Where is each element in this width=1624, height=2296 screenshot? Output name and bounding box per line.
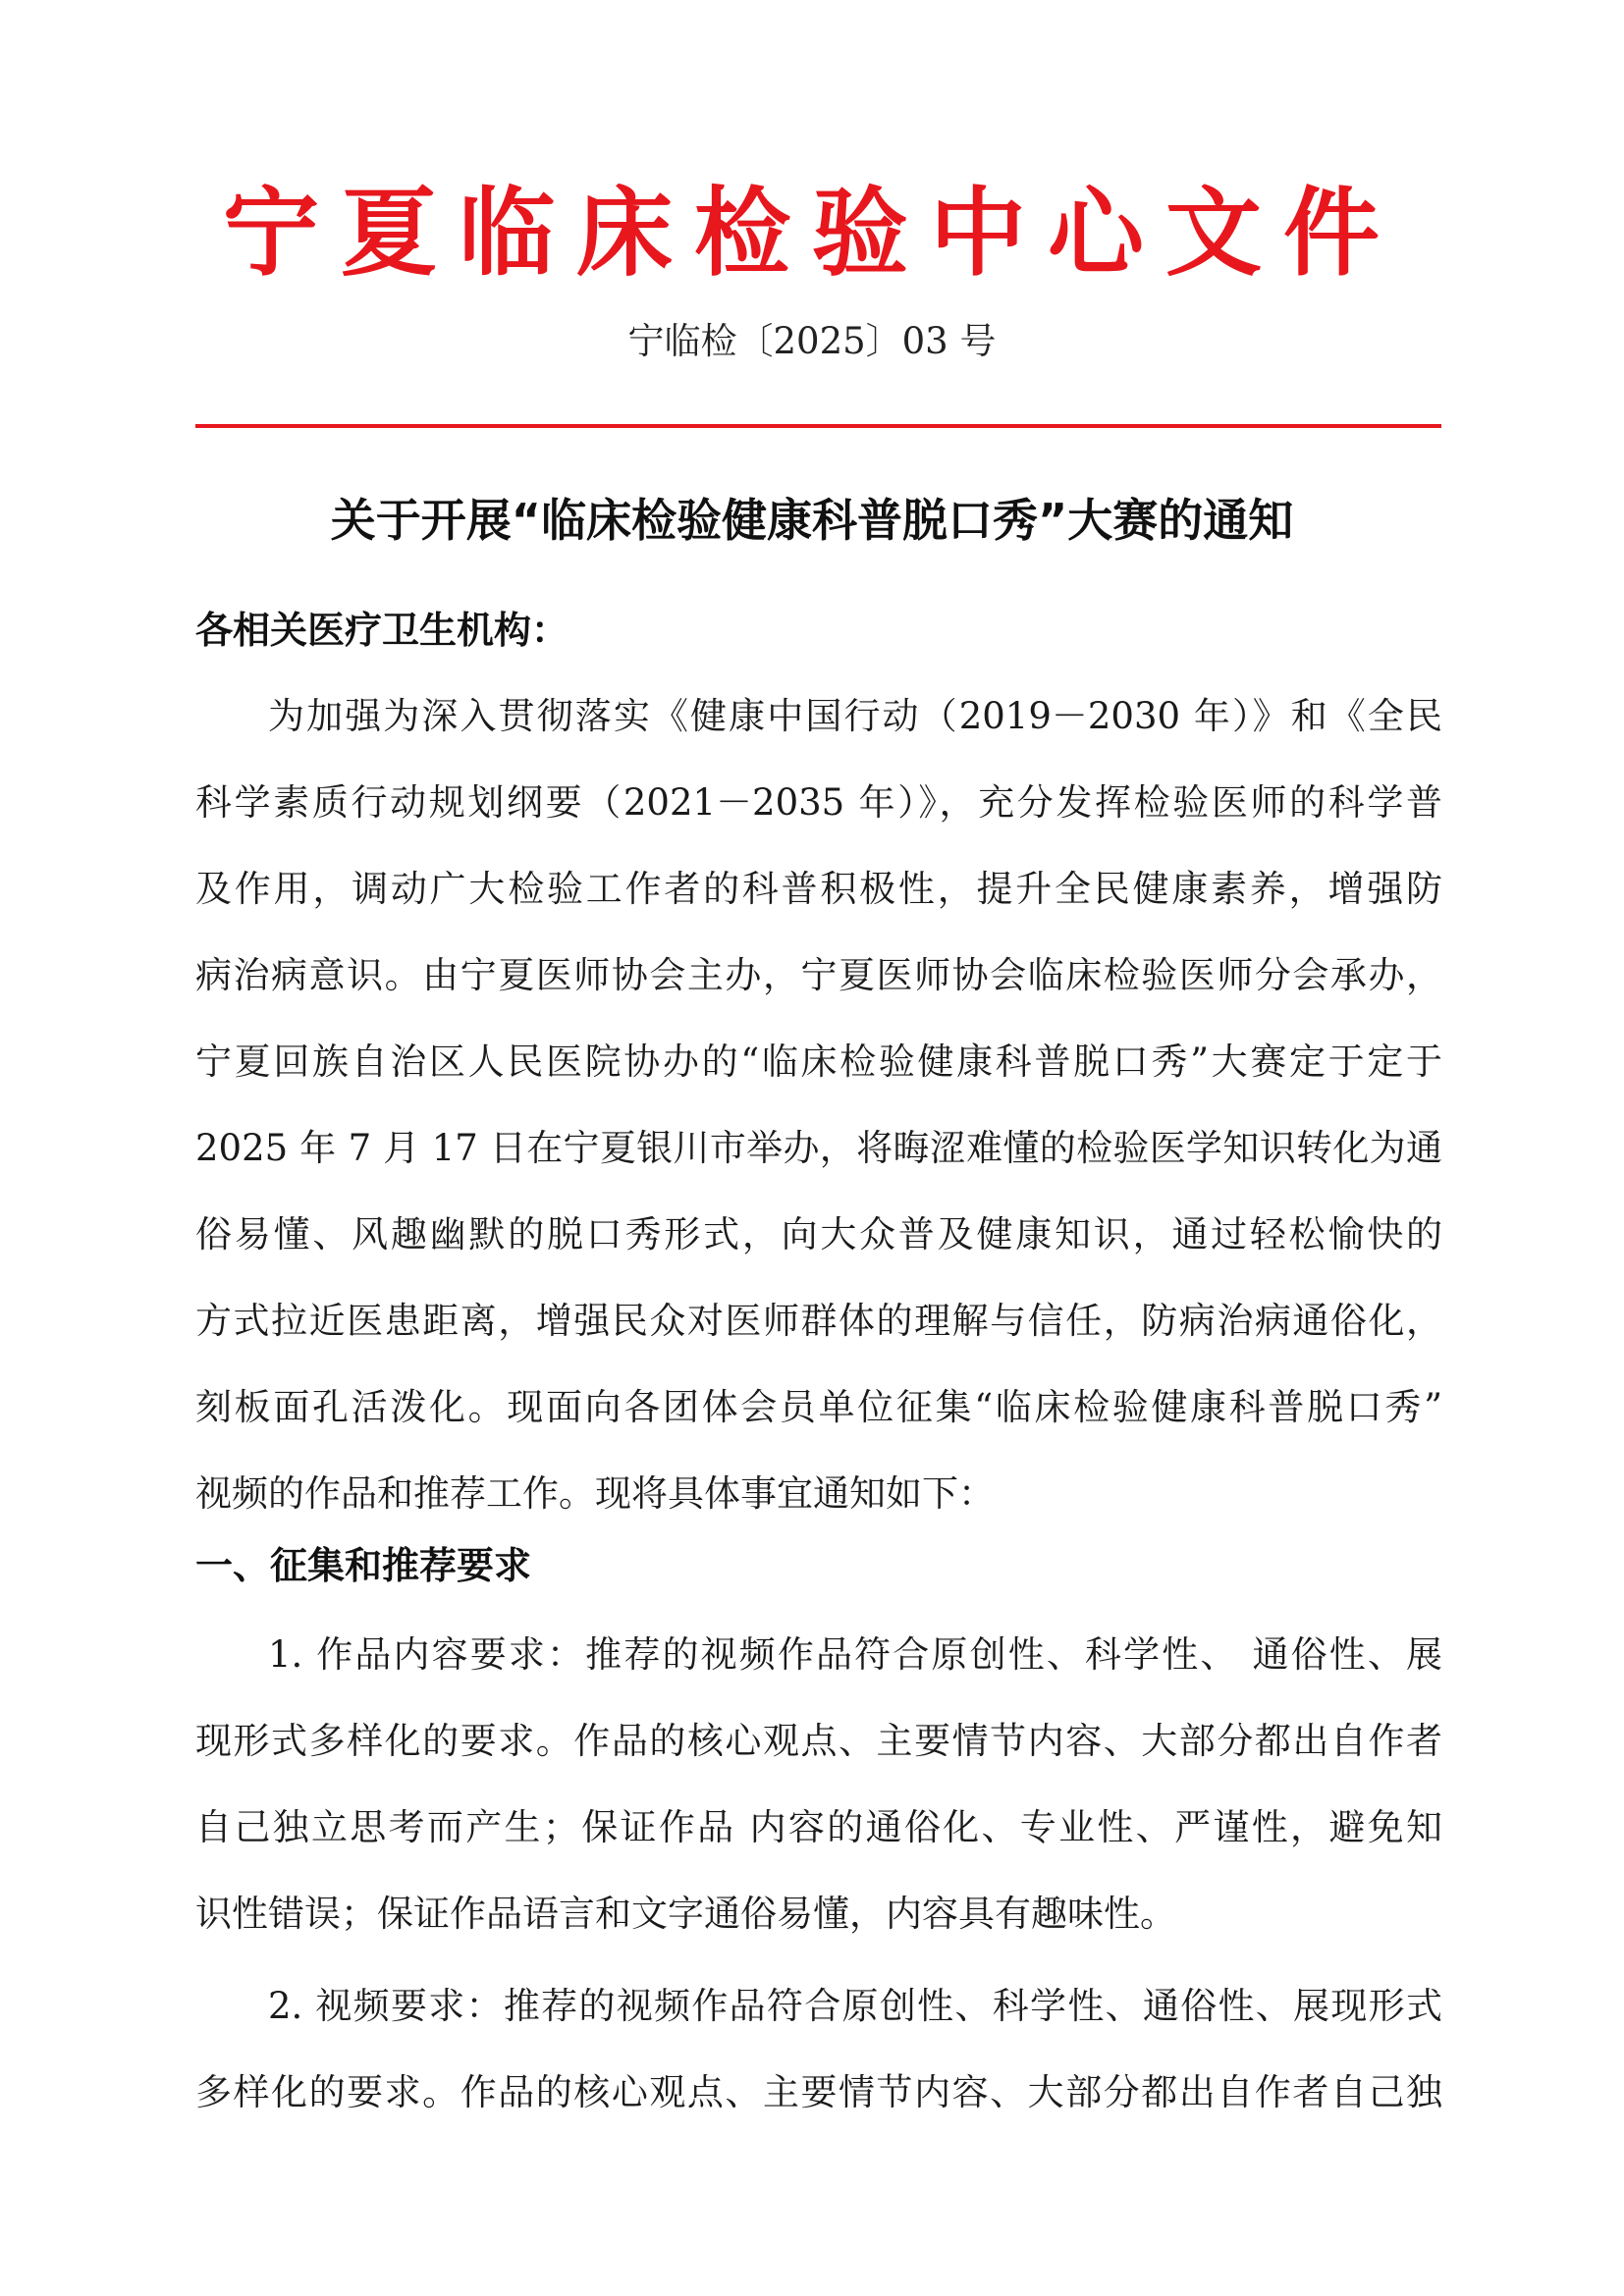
paragraph-line: 病治病意识。由宁夏医师协会主办，宁夏医师协会临床检验医师分会承办， (195, 954, 1442, 996)
org-header-title: 宁夏临床检验中心文件 (222, 178, 1401, 290)
notice-title: 关于开展“临床检验健康科普脱口秀”大赛的通知 (330, 494, 1294, 547)
paragraph-line: 方式拉近医患距离，增强民众对医师群体的理解与信任，防病治病通俗化， (195, 1300, 1442, 1342)
paragraph-line: 1. 作品内容要求：推荐的视频作品符合原创性、科学性、 通俗性、展 (268, 1633, 1442, 1676)
requirement-item-1 (195, 1612, 1442, 1957)
paragraph-line: 2. 视频要求：推荐的视频作品符合原创性、科学性、通俗性、展现形式 (268, 1985, 1442, 2027)
requirement-item-2 (195, 1963, 1442, 2136)
paragraph-line: 识性错误；保证作品语言和文字通俗易懂，内容具有趣味性。 (195, 1893, 1176, 1935)
paragraph-line: 现形式多样化的要求。作品的核心观点、主要情节内容、大部分都出自作者 (195, 1720, 1442, 1762)
paragraph-line: 多样化的要求。作品的核心观点、主要情节内容、大部分都出自作者自己独 (195, 2071, 1442, 2113)
paragraph-line: 及作用，调动广大检验工作者的科普积极性，提升全民健康素养，增强防 (195, 868, 1442, 910)
salutation: 各相关医疗卫生机构： (195, 609, 569, 652)
paragraph-line: 为加强为深入贯彻落实《健康中国行动（2019－2030 年）》和《全民 (268, 695, 1442, 737)
paragraph-line: 宁夏回族自治区人民医院协办的“临床检验健康科普脱口秀”大赛定于定于 (195, 1041, 1442, 1083)
intro-paragraph (195, 673, 1442, 1537)
paragraph-line: 俗易懂、风趣幽默的脱口秀形式，向大众普及健康知识，通过轻松愉快的 (195, 1213, 1442, 1255)
document-number: 宁临检〔2025〕03 号 (627, 320, 997, 362)
paragraph-line: 视频的作品和推荐工作。现将具体事宜通知如下： (195, 1472, 995, 1515)
paragraph-line: 自己独立思考而产生；保证作品 内容的通俗化、专业性、严谨性，避免知 (195, 1806, 1442, 1848)
paragraph-line: 科学素质行动规划纲要（2021－2035 年）》，充分发挥检验医师的科学普 (195, 781, 1442, 824)
paragraph-line: 刻板面孔活泼化。现面向各团体会员单位征集“临床检验健康科普脱口秀” (195, 1386, 1442, 1428)
paragraph-line: 2025 年 7 月 17 日在宁夏银川市举办，将晦涩难懂的检验医学知识转化为通 (195, 1127, 1442, 1169)
red-divider-line (195, 424, 1441, 428)
section-heading: 一、征集和推荐要求 (195, 1544, 532, 1587)
